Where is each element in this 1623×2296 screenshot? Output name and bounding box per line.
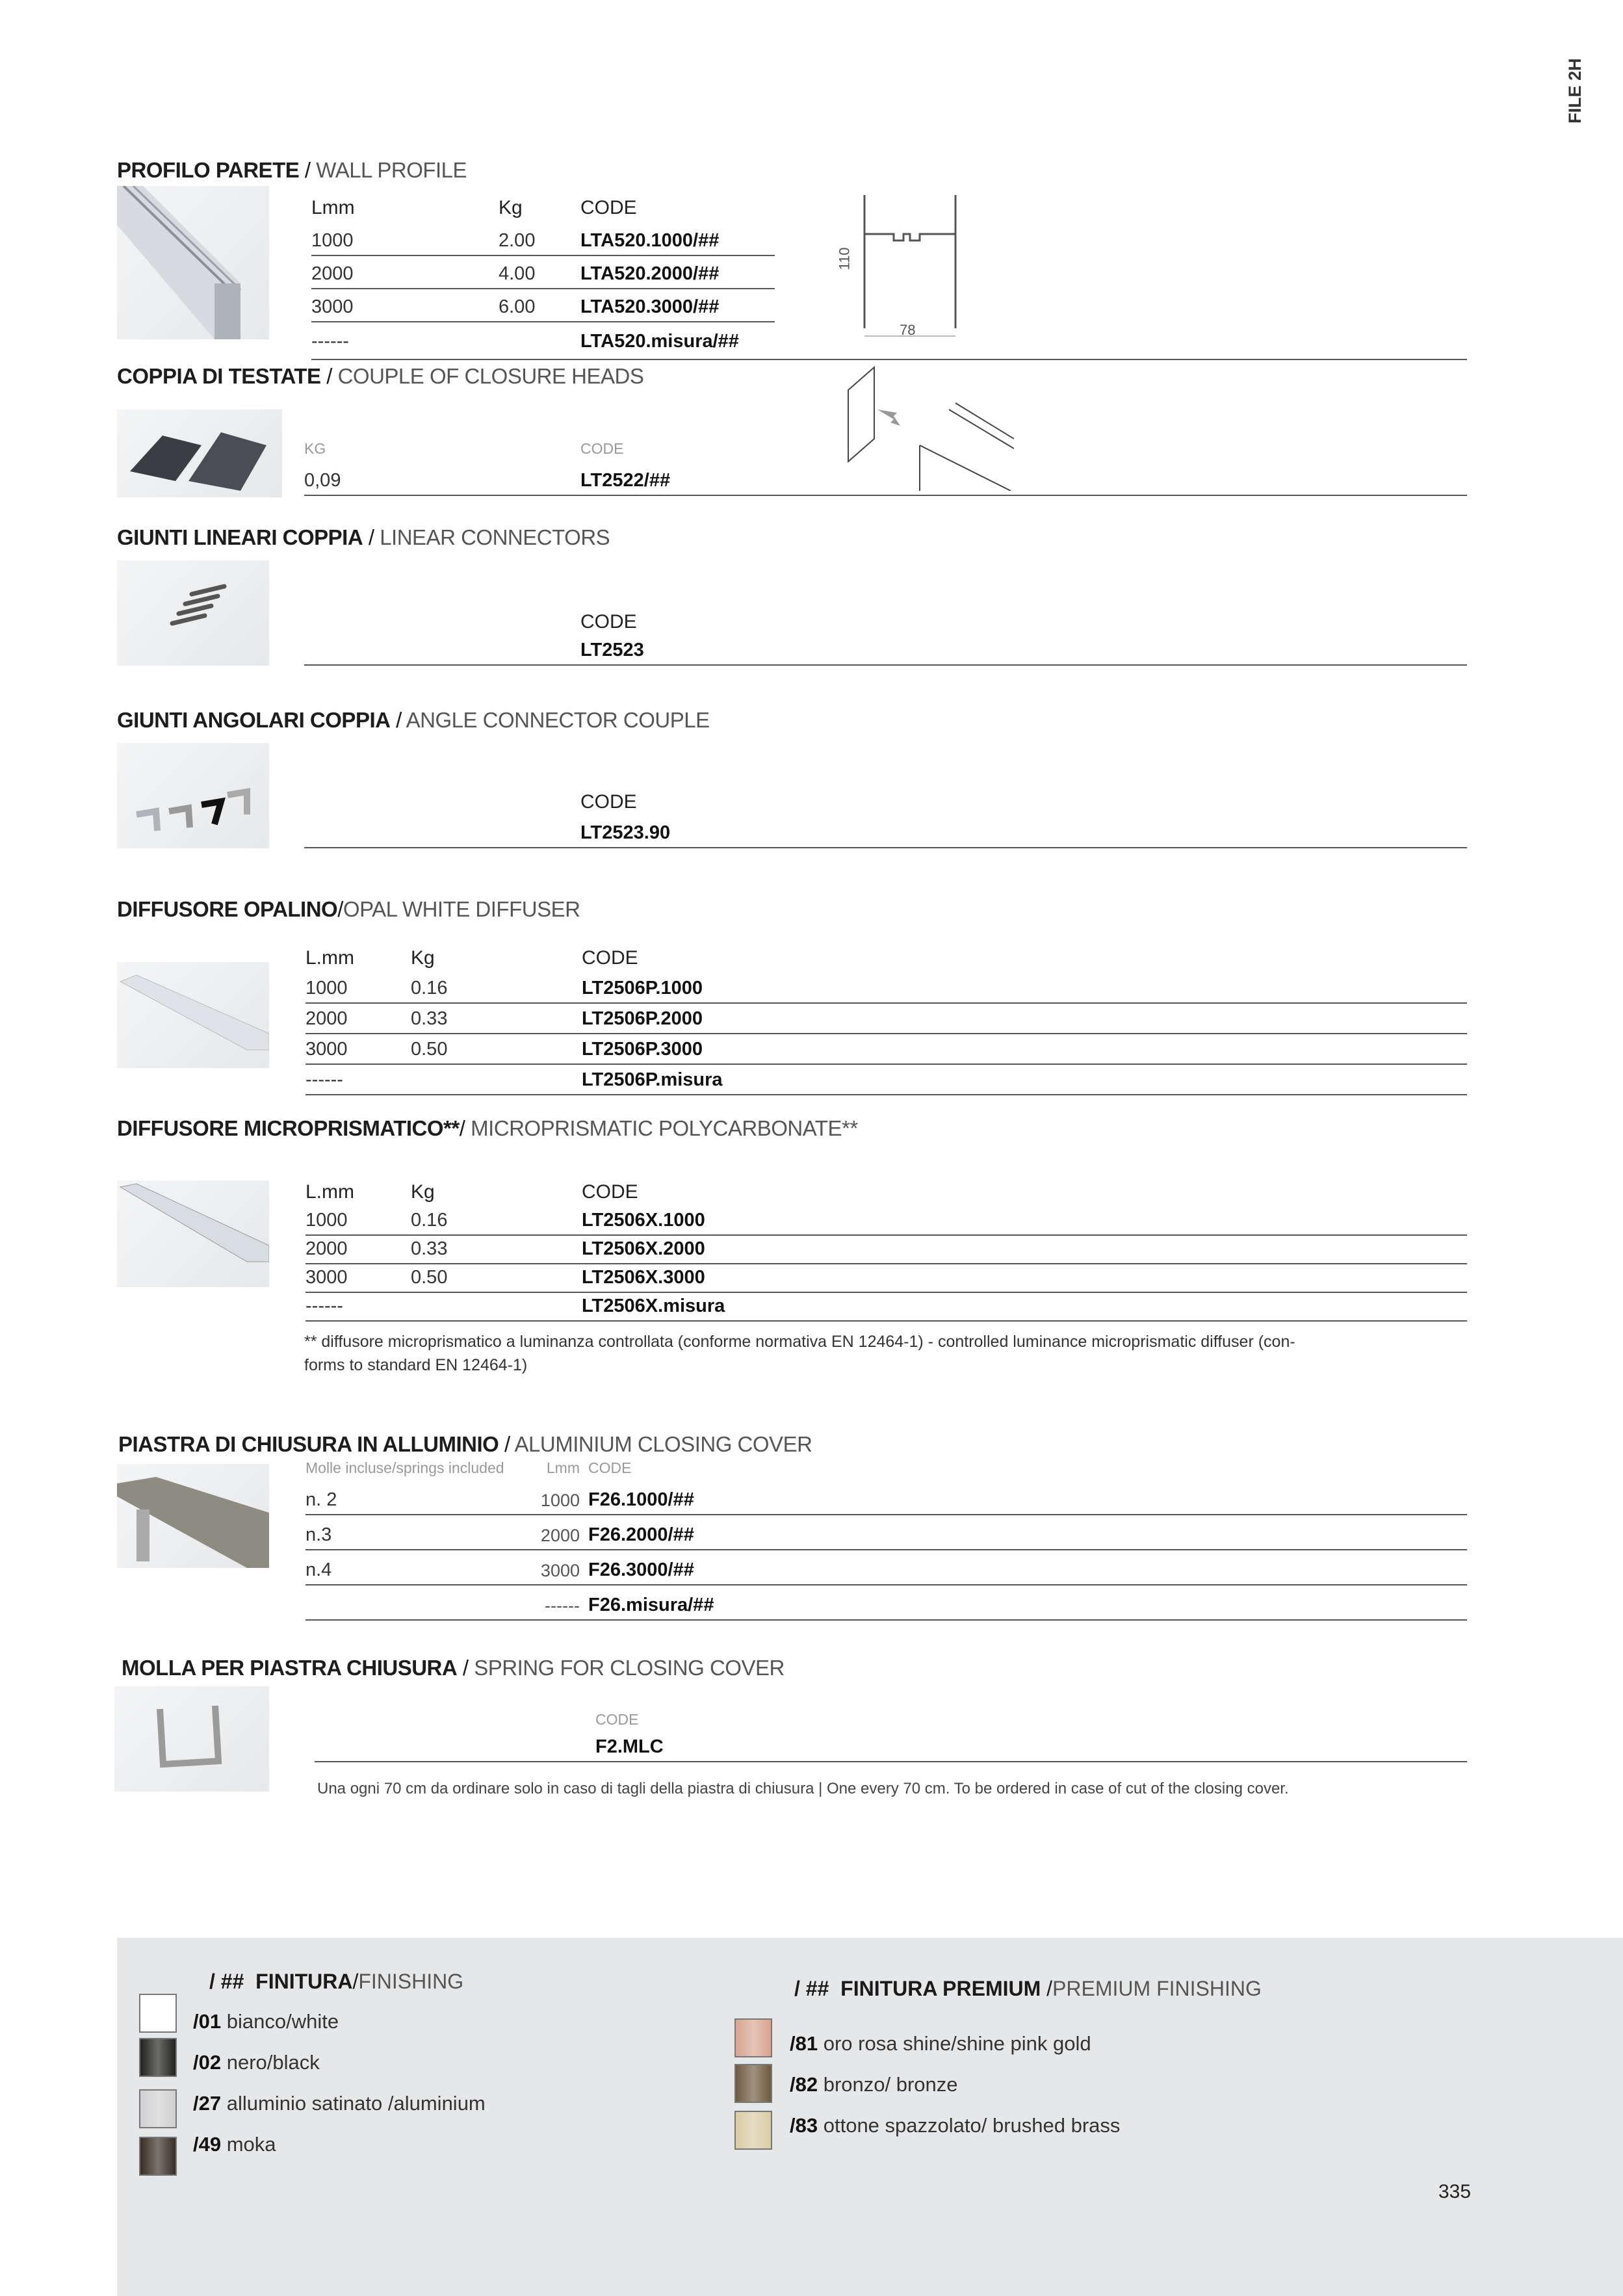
cell-value: ------ [305,1069,343,1090]
closure-heads-photo [117,410,282,497]
table-header [304,429,1467,462]
cell-value: ------ [305,1296,343,1316]
cell-value: n.4 [305,1559,332,1580]
linear-connectors-photo [117,560,269,666]
column-header: KG [304,440,326,457]
cell-value: 1000 [305,978,348,998]
table-row [315,1732,1467,1762]
spring-table [315,1706,1467,1762]
cell-value [411,1317,582,1318]
table-row [305,1034,1467,1065]
finish-option: /81 oro rosa shine/shine pink gold [790,2032,1091,2055]
table-row [305,1004,1467,1034]
table-row [305,1480,1467,1515]
column-header: Lmm [546,1459,580,1476]
product-code: LT2506P.1000 [582,978,703,998]
column-header: Lmm [311,197,355,218]
wall-profile-photo [117,186,269,339]
spring-note: Una ogni 70 cm da ordinare solo in caso di tagli della piastra di chiusura | One every 70 cm. To be ordered in case of cut of the closing cover. [317,1780,1289,1797]
column-header: L.mm [305,947,354,969]
column-header: CODE [580,791,637,813]
swatch-01 [139,1994,177,2033]
section-title-wall-profile: PROFILO PARETE / WALL PROFILE [117,158,467,182]
column-header: CODE [582,947,638,969]
table-row [305,1236,1467,1264]
cell-value: 3000 [540,1561,580,1580]
table-row [305,1585,1467,1621]
microprismatic-note-line-2: forms to standard EN 12464-1) [304,1356,528,1374]
product-code: F26.misura/## [588,1595,714,1615]
microprismatic-diffuser-photo [117,1181,269,1287]
linear-connectors-table [304,608,1467,666]
swatch-83 [734,2111,772,2150]
cell-value [304,661,580,662]
finish-option: /82 bronzo/ bronze [790,2073,958,2096]
cell-value [499,352,580,354]
column-header: CODE [580,197,637,218]
closure-heads-table [304,429,1467,496]
swatch-27 [139,2089,177,2128]
column-header: Kg [411,947,435,969]
table-header [305,943,1467,973]
cell-value: 3000 [311,296,354,317]
microprismatic-diffuser-table [305,1173,1467,1322]
column-header: CODE [582,1181,638,1203]
table-header [311,195,775,223]
product-code: LT2523.90 [580,822,671,843]
section-title-microprismatic-diffuser: DIFFUSORE MICROPRISMATICO**/ MICROPRISMATIC POLYCARBONATE** [117,1116,858,1140]
finish-option: /49 moka [193,2133,276,2156]
product-code: LT2506P.misura [582,1069,723,1090]
table-row [304,637,1467,666]
product-code: LT2522/## [580,470,671,491]
column-header: Kg [499,197,523,218]
cell-value: 0.16 [411,978,448,998]
cell-value: 3000 [305,1039,348,1060]
angle-connector-photo [117,743,269,848]
cell-value: 2000 [311,263,354,284]
swatch-82 [734,2064,772,2103]
wall-profile-table [311,195,775,356]
cell-value [305,1616,526,1617]
cell-value: 3000 [305,1267,348,1288]
spring-photo [114,1686,269,1792]
product-code: LTA520.3000/## [580,296,720,317]
product-code: LT2506X.2000 [582,1238,705,1259]
table-header [315,1706,1467,1732]
swatch-81 [734,2018,772,2057]
product-code: LT2506X.3000 [582,1267,705,1288]
cell-value: 2.00 [499,230,536,251]
table-row [311,223,775,256]
drawing-height-label: 110 [836,247,853,270]
table-row [311,289,775,322]
table-row [304,817,1467,848]
finishing-title: / ## FINITURA/FINISHING [209,1970,464,1993]
cell-value: 0.50 [411,1039,448,1060]
table-row [305,1207,1467,1236]
swatch-02 [139,2038,177,2077]
cell-value: 0.33 [411,1238,448,1259]
cell-value: 0.33 [411,1008,448,1029]
column-header: CODE [580,611,637,633]
opal-diffuser-photo [117,962,269,1068]
finish-option: /83 ottone spazzolato/ brushed brass [790,2114,1121,2137]
divider [311,359,1467,360]
product-code: LT2523 [580,640,644,660]
cell-value: ------ [545,1596,580,1615]
cell-value: 1000 [305,1210,348,1231]
product-code: LTA520.misura/## [580,331,739,352]
table-row [305,1515,1467,1550]
cell-value: n. 2 [305,1489,337,1510]
product-code: LT2506X.misura [582,1296,725,1316]
premium-finishing-title: / ## FINITURA PREMIUM /PREMIUM FINISHING [794,1977,1262,2000]
cell-value: 1000 [540,1491,580,1510]
closing-cover-photo [117,1464,269,1568]
table-row [311,256,775,289]
cell-value: n.3 [305,1524,332,1545]
finish-option: /02 nero/black [193,2051,320,2074]
table-header [304,608,1467,637]
product-code: F26.3000/## [588,1559,694,1580]
cell-value: 0.50 [411,1267,448,1288]
table-row [305,973,1467,1004]
page-number: 335 [1438,2181,1472,2202]
section-title-linear-connectors: GIUNTI LINEARI COPPIA / LINEAR CONNECTORS [117,525,610,549]
table-row [304,462,1467,496]
table-header [304,788,1467,817]
wall-profile-drawing [838,192,968,348]
table-row [305,1264,1467,1293]
table-row [311,322,775,356]
angle-connector-table [304,788,1467,848]
finish-option: /01 bianco/white [193,2010,339,2033]
finish-option: /27 alluminio satinato /aluminium [193,2092,486,2115]
cell-value: 1000 [311,230,354,251]
table-row [305,1550,1467,1585]
cell-value [411,1091,582,1092]
swatch-49 [139,2137,177,2176]
product-code: F26.1000/## [588,1489,694,1510]
cell-value: 4.00 [499,263,536,284]
product-code: F2.MLC [595,1736,664,1757]
section-title-opal-diffuser: DIFFUSORE OPALINO/OPAL WHITE DIFFUSER [117,897,580,921]
product-code: LT2506X.1000 [582,1210,705,1231]
column-header: L.mm [305,1181,354,1203]
cell-value: 6.00 [499,296,536,317]
product-code: F26.2000/## [588,1524,694,1545]
section-title-spring: MOLLA PER PIASTRA CHIUSURA / SPRING FOR CLOSING COVER [122,1656,785,1680]
column-header: CODE [580,440,624,457]
product-code: LT2506P.2000 [582,1008,703,1029]
product-code: LTA520.2000/## [580,263,720,284]
closing-cover-table [305,1459,1467,1621]
cell-value: 2000 [540,1526,580,1545]
microprismatic-note-line-1: ** diffusore microprismatico a luminanza controllata (conforme normativa EN 12464-1) - controlled luminance microprismatic diffuser (con- [304,1333,1295,1351]
cell-value [315,1758,595,1759]
cell-value: 0.16 [411,1210,448,1231]
cell-value [304,844,580,845]
column-header: Kg [411,1181,435,1203]
cell-value: 2000 [305,1238,348,1259]
column-header: CODE [588,1459,632,1476]
section-title-angle-connector: GIUNTI ANGOLARI COPPIA / ANGLE CONNECTOR COUPLE [117,708,710,732]
table-row [305,1065,1467,1095]
cell-value: 0,09 [304,470,341,491]
product-code: LT2506P.3000 [582,1039,703,1060]
cell-value: 2000 [305,1008,348,1029]
table-header [305,1173,1467,1207]
column-header: Molle incluse/springs included [305,1459,504,1476]
cell-value: ------ [311,331,349,352]
column-header: CODE [595,1711,639,1728]
section-title-closure-heads: COPPIA DI TESTATE / COUPLE OF CLOSURE HEADS [117,364,644,388]
section-title-closing-cover: PIASTRA DI CHIUSURA IN ALLUMINIO / ALUMINIUM CLOSING COVER [118,1432,812,1456]
table-header [305,1459,1467,1480]
product-code: LTA520.1000/## [580,230,720,251]
opal-diffuser-table [305,943,1467,1095]
table-row [305,1293,1467,1322]
drawing-width-label: 78 [900,322,916,338]
side-label: FILE 2H [1565,58,1585,124]
